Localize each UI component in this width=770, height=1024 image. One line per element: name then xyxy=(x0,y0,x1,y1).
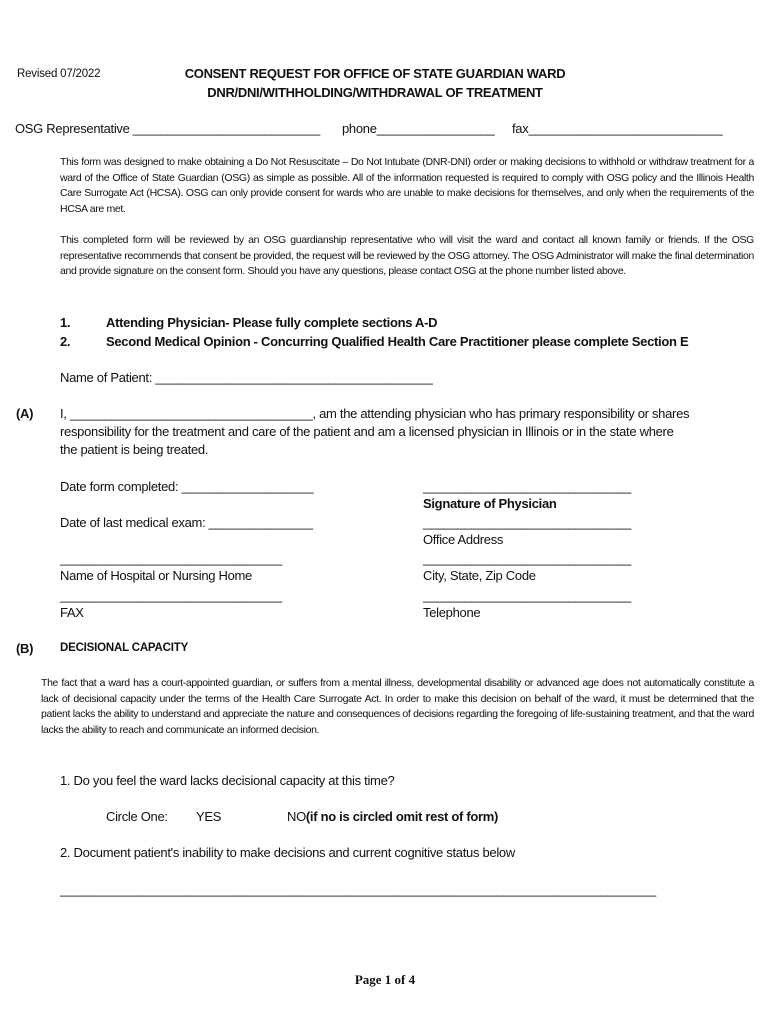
form-title-line-1: CONSENT REQUEST FOR OFFICE OF STATE GUARDIAN WARD xyxy=(184,66,566,81)
fax-label: FAX xyxy=(60,605,84,620)
instruction-1: Attending Physician- Please fully complete sections A-D xyxy=(106,315,438,330)
patient-name-field[interactable]: Name of Patient: ________________________________________ xyxy=(60,370,433,385)
hospital-name-label: Name of Hospital or Nursing Home xyxy=(60,568,252,583)
office-address-blank[interactable]: ______________________________ xyxy=(423,515,631,530)
question-2: 2. Document patient's inability to make decisions and current cognitive status below xyxy=(60,845,515,860)
section-b-title: DECISIONAL CAPACITY xyxy=(60,642,189,654)
physician-statement-line-2: responsibility for the treatment and care of the patient and am a licensed physician in Illinois or in the state where xyxy=(60,424,674,439)
date-form-completed-field[interactable]: Date form completed: ___________________ xyxy=(60,479,314,494)
signature-label: Signature of Physician xyxy=(423,496,557,511)
city-state-zip-blank[interactable]: ______________________________ xyxy=(423,551,631,566)
intro-paragraph-2: This completed form will be reviewed by an OSG guardianship representative who will visit the ward and contact all known family or friends. If the OSG representative recommends that consent be provided, the request will be reviewed by the OSG attorney. The OSG Administrator will make the final determination and provide signature on the consent form. Should you have any questions, please contact OSG at the phone number listed above. xyxy=(60,234,754,277)
fax-blank[interactable]: ________________________________ xyxy=(60,588,282,603)
question-1: 1. Do you feel the ward lacks decisional capacity at this time? xyxy=(60,773,395,788)
instruction-2: Second Medical Opinion - Concurring Qualified Health Care Practitioner please complete Section E xyxy=(106,334,689,349)
cognitive-status-blank[interactable]: ______________________________________________________________________________________ xyxy=(60,882,656,897)
physician-statement-line-3: the patient is being treated. xyxy=(60,442,209,457)
circle-one-label: Circle One: xyxy=(106,809,168,824)
no-option-label: NO xyxy=(287,809,306,824)
physician-statement-line-1[interactable]: I, ___________________________________, am the attending physician who has primary responsibility or shares xyxy=(60,406,690,421)
instruction-number-1: 1. xyxy=(60,315,71,330)
phone-field[interactable]: phone_________________ xyxy=(342,121,495,136)
page-number: Page 1 of 4 xyxy=(354,972,416,987)
decisional-capacity-paragraph: The fact that a ward has a court-appointed guardian, or suffers from a mental illness, developmental disability or advanced age does not automatically constitute a lack of decisional capacity under the terms of the Health Care Surrogate Act. In order to make this decision on behalf of the ward, it must be determined that the patient lacks the ability to understand and appreciate the nature and consequences of decisions regarding the foregoing of life-sustaining treatment, and that the ward lacks the ability to reach and communicate an informed decision. xyxy=(41,677,754,736)
revision-date: Revised 07/2022 xyxy=(17,68,101,80)
yes-option[interactable]: YES xyxy=(196,809,222,824)
telephone-label: Telephone xyxy=(423,605,481,620)
intro-paragraph-1: This form was designed to make obtaining a Do Not Resuscitate – Do Not Intubate (DNR-DNI) order or making decisions to withhold or withdraw treatment for a ward of the Office of State Guardian (OSG) as simple as possible. All of the information requested is required to comply with OSG policy and the Illinois Health Care Surrogate Act (HCSA). OSG can only provide consent for wards who are unable to make decisions for themselves, and only when the requirements of the HCSA are met. xyxy=(60,156,754,215)
office-address-label: Office Address xyxy=(423,532,504,547)
osg-representative-field[interactable]: OSG Representative ___________________________ xyxy=(15,121,320,136)
no-option[interactable] xyxy=(287,809,498,824)
signature-blank[interactable]: ______________________________ xyxy=(423,479,631,494)
form-title-line-2: DNR/DNI/WITHHOLDING/WITHDRAWAL OF TREATMENT xyxy=(207,85,543,100)
no-option-note: (if no is circled omit rest of form) xyxy=(305,809,499,824)
city-state-zip-label: City, State, Zip Code xyxy=(423,568,536,583)
date-last-exam-field[interactable]: Date of last medical exam: _______________ xyxy=(60,515,313,530)
section-a-marker: (A) xyxy=(16,406,34,421)
hospital-name-blank[interactable]: ________________________________ xyxy=(60,551,282,566)
section-b-marker: (B) xyxy=(16,641,34,656)
fax-field[interactable]: fax____________________________ xyxy=(512,121,723,136)
instruction-number-2: 2. xyxy=(60,334,71,349)
telephone-blank[interactable]: ______________________________ xyxy=(423,588,631,603)
